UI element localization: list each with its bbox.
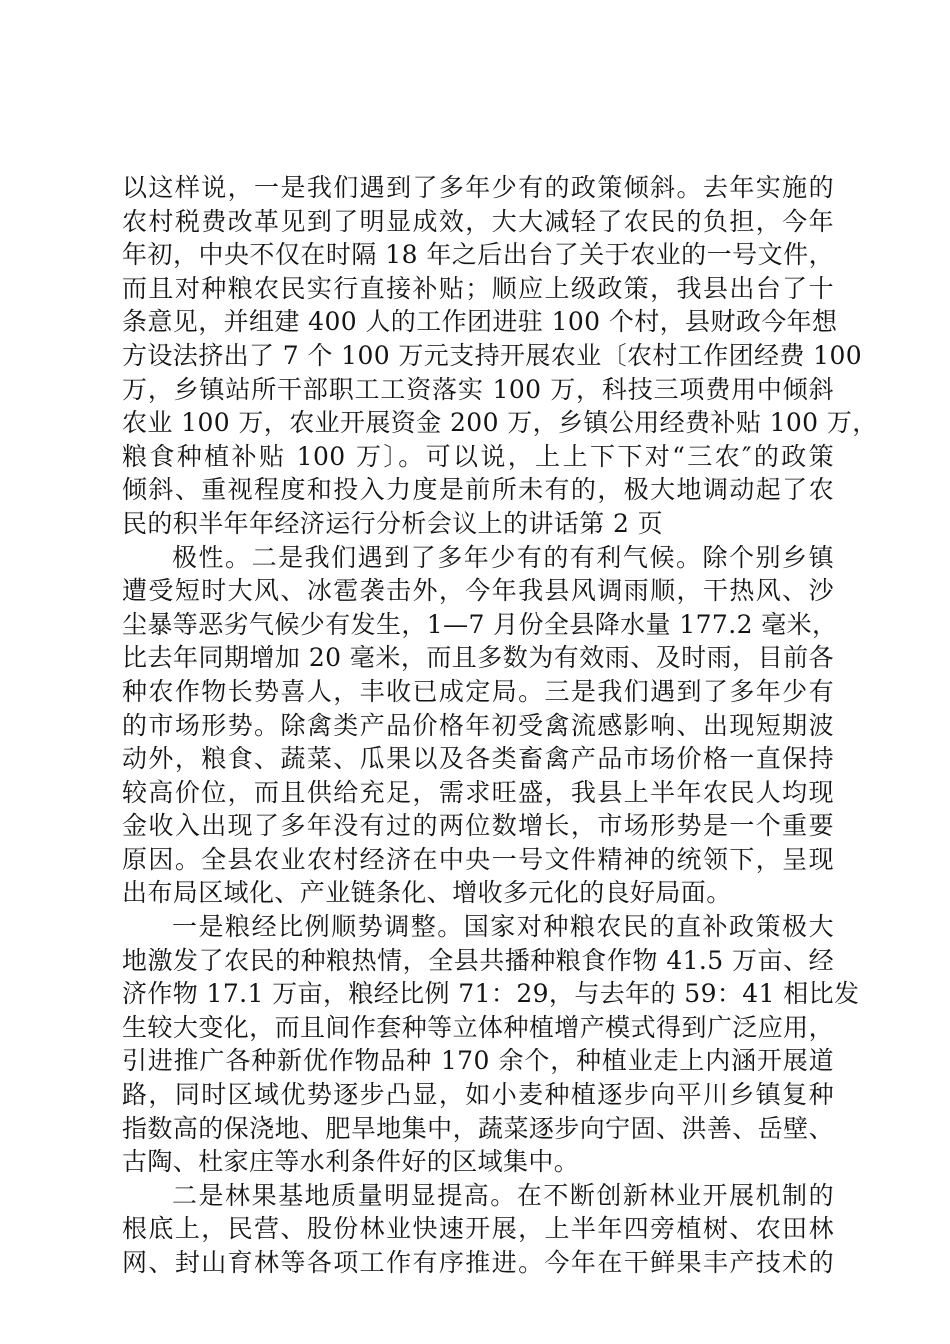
text-line: 倾斜、重视程度和投入力度是前所未有的，极大地调动起了农 xyxy=(122,475,834,505)
text-line: 粮食种植补贴 100 万〕。可以说，上上下下对“三农″的政策 xyxy=(122,441,834,471)
text-line: 路，同时区域优势逐步凸显，如小麦种植逐步向平川乡镇复种 xyxy=(122,1080,834,1110)
text-line: 根底上，民营、股份林业快速开展，上半年四旁植树、农田林 xyxy=(122,1214,834,1244)
text-line: 济作物 17.1 万亩，粮经比例 71：29，与去年的 59：41 相比发 xyxy=(122,979,860,1009)
text-line: 方设法挤出了 7 个 100 万元支持开展农业〔农村工作团经费 100 xyxy=(122,340,863,370)
text-line: 引进推广各种新优作物品种 170 余个，种植业走上内涵开展道 xyxy=(122,1046,834,1076)
text-line: 比去年同期增加 20 毫米，而且多数为有效雨、及时雨，目前各 xyxy=(122,643,834,673)
text-line: 网、封山育林等各项工作有序推进。今年在干鲜果丰产技术的 xyxy=(122,1248,834,1277)
text-line: 而且对种粮农民实行直接补贴；顺应上级政策，我县出台了十 xyxy=(122,273,834,303)
text-line: 以这样说，一是我们遇到了多年少有的政策倾斜。去年实施的 xyxy=(122,173,834,202)
text-line: 一是粮经比例顺势调整。国家对种粮农民的直补政策极大 xyxy=(172,912,834,942)
text-line: 原因。全县农业农村经济在中央一号文件精神的统领下，呈现 xyxy=(122,844,834,874)
text-line: 指数高的保浇地、肥旱地集中，蔬菜逐步向宁固、洪善、岳壁、 xyxy=(122,1113,834,1143)
text-line: 生较大变化，而且间作套种等立体种植增产模式得到广泛应用， xyxy=(122,1012,834,1042)
text-line: 极性。二是我们遇到了多年少有的有利气候。除个别乡镇 xyxy=(172,542,834,572)
text-line: 万，乡镇站所干部职工工资落实 100 万，科技三项费用中倾斜 xyxy=(122,374,834,404)
text-line: 农村税费改革见到了明显成效，大大减轻了农民的负担，今年 xyxy=(122,206,834,236)
text-line: 动外，粮食、蔬菜、瓜果以及各类畜禽产品市场价格一直保持 xyxy=(122,744,834,774)
text-line: 地激发了农民的种粮热情，全县共播种粮食作物 41.5 万亩、经 xyxy=(122,945,834,975)
text-line: 二是林果基地质量明显提高。在不断创新林业开展机制的 xyxy=(172,1180,834,1210)
text-line: 民的积半年年经济运行分析会议上的讲话第 2 页 xyxy=(122,508,664,538)
body-text xyxy=(122,171,878,1280)
text-line: 年初，中央不仅在时隔 18 年之后出台了关于农业的一号文件， xyxy=(122,240,834,270)
text-line: 金收入出现了多年没有过的两位数增长，市场形势是一个重要 xyxy=(122,811,834,841)
text-line: 古陶、杜家庄等水利条件好的区域集中。 xyxy=(122,1147,580,1177)
text-line: 种农作物长势喜人，丰收已成定局。三是我们遇到了多年少有 xyxy=(122,676,834,706)
text-line: 较高价位，而且供给充足，需求旺盛，我县上半年农民人均现 xyxy=(122,777,834,807)
text-line: 出布局区域化、产业链条化、增收多元化的良好局面。 xyxy=(122,878,732,908)
text-line: 农业 100 万，农业开展资金 200 万，乡镇公用经费补贴 100 万， xyxy=(122,408,878,438)
text-line: 条意见，并组建 400 人的工作团进驻 100 个村，县财政今年想 xyxy=(122,307,838,337)
text-line: 遭受短时大风、冰雹袭击外，今年我县风调雨顺，干热风、沙 xyxy=(122,576,834,606)
text-line: 的市场形势。除禽类产品价格年初受禽流感影响、出现短期波 xyxy=(122,710,834,740)
text-line: 尘暴等恶劣气候少有发生，1—7 月份全县降水量 177.2 毫米， xyxy=(122,609,838,639)
